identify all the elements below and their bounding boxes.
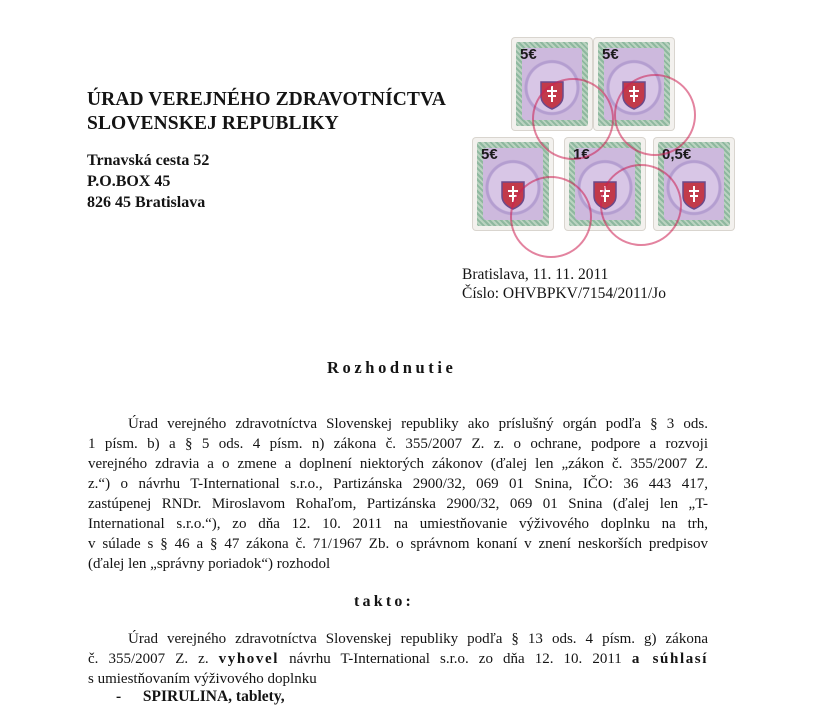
paragraph-line: zastúpenej RNDr. Miroslavom Rohaľom, Partizánska 2900/32, 069 01 Snina (ďalej len „T- (88, 496, 708, 512)
decision-paragraph (88, 414, 708, 574)
cancellation-postmark (532, 78, 614, 160)
list-bullet: - (116, 688, 122, 705)
paragraph-line: International s.r.o.“), zo dňa 12. 10. 2011 na umiestňovanie výživového doplnku na trh, (88, 516, 708, 532)
agrees-phrase: a súhlasí (631, 651, 709, 667)
stamp-value: 5€ (481, 146, 498, 163)
text-segment: č. 355/2007 Z. z. (88, 651, 209, 667)
document-title: Rozhodnutie (327, 358, 457, 377)
cancellation-postmark (600, 164, 682, 246)
address-city: 826 45 Bratislava (87, 194, 206, 211)
product-list-item (116, 688, 285, 706)
paragraph-line: Úrad verejného zdravotníctva Slovenskej republiky ako príslušný orgán podľa § 3 ods. (128, 416, 708, 432)
cancellation-postmark (510, 176, 592, 258)
paragraph-line: verejného zdravia a o zmene a doplnení niektorých zákonov (ďalej len „zákon č. 355/2007 Z. (88, 456, 708, 472)
paragraph-line: z.“) o návrhu T-International s.r.o., Partizánska 2900/32, 069 01 Snina, IČO: 36 443 417, (88, 476, 708, 492)
cancellation-postmark (614, 74, 696, 156)
reference-number: Číslo: OHVBPKV/7154/2011/Jo (462, 285, 666, 302)
stamp-value: 5€ (520, 46, 537, 63)
paragraph-line: s umiestňovaním výživového doplnku (88, 671, 317, 687)
takto-heading: takto: (354, 593, 415, 610)
paragraph-line (88, 649, 708, 669)
paragraph-line: v súlade s § 46 a § 47 zákona č. 71/1967 Zb. o správnom konaní v znení neskorších predpisov (88, 536, 708, 552)
issuer-address (87, 150, 209, 213)
document-meta (462, 265, 666, 303)
paragraph-line: 1 písm. b) a § 5 ods. 4 písm. n) zákona č. 355/2007 Z. z. o ochrane, podpore a rozvoji (88, 436, 708, 452)
product-name: SPIRULINA, tablety, (142, 688, 285, 705)
issuer-header (87, 88, 446, 136)
issuer-name-line1: ÚRAD VEREJNÉHO ZDRAVOTNÍCTVA (87, 89, 446, 110)
coat-of-arms-icon (681, 180, 707, 210)
issuer-name-line2: SLOVENSKEJ REPUBLIKY (87, 113, 339, 134)
paragraph-line: Úrad verejného zdravotníctva Slovenskej republiky podľa § 13 ods. 4 písm. g) zákona (128, 631, 708, 647)
stamp-value: 5€ (602, 46, 619, 63)
date-line: Bratislava, 11. 11. 2011 (462, 266, 609, 283)
stamp-value: 0,5€ (662, 146, 692, 163)
stamp-value: 1€ (573, 146, 590, 163)
ruling-paragraph (88, 629, 708, 689)
text-segment: návrhu T-International s.r.o. zo dňa 12. 10. 2011 (289, 651, 622, 667)
paragraph-line: (ďalej len „správny poriadok“) rozhodol (88, 556, 331, 572)
address-pobox: P.O.BOX 45 (87, 173, 171, 190)
address-street: Trnavská cesta 52 (87, 152, 210, 169)
granted-word: vyhovel (218, 651, 280, 667)
